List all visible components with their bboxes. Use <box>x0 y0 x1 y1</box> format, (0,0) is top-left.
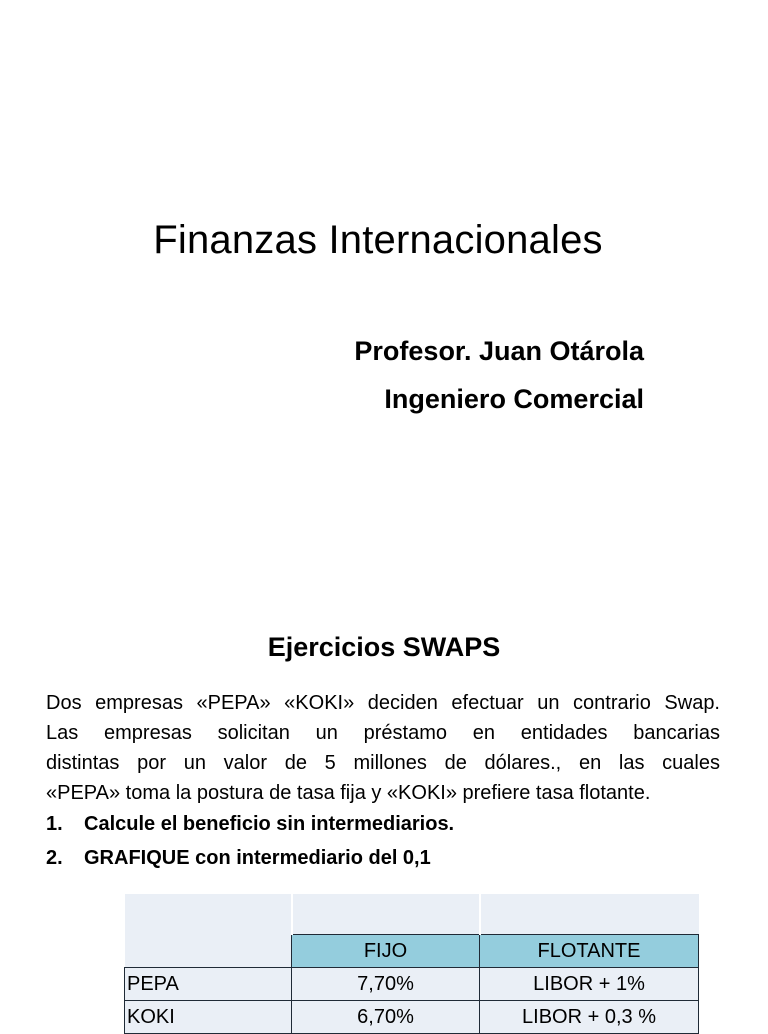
task-text: Calcule el beneficio sin intermediarios. <box>84 813 455 835</box>
paragraph-line: «PEPA» toma la postura de tasa fija y «KOKI» prefiere tasa flotante. <box>46 782 651 804</box>
task-item <box>46 813 454 836</box>
fixed-rate-cell: 7,70% <box>292 968 480 1001</box>
swap-rate-table <box>124 894 699 1034</box>
task-item <box>46 847 431 870</box>
table-header-cell <box>125 935 292 968</box>
task-number: 1. <box>46 813 63 835</box>
table-cell <box>292 894 480 935</box>
company-name-cell: PEPA <box>125 968 292 1001</box>
table-cell <box>480 894 699 935</box>
professor-profession: Ingeniero Comercial <box>384 384 644 414</box>
company-name-cell: KOKI <box>125 1001 292 1034</box>
table-cell <box>125 894 292 935</box>
slide-title: Finanzas Internacionales <box>153 218 603 262</box>
task-number: 2. <box>46 847 63 869</box>
table-row <box>125 1001 699 1034</box>
paragraph-line: Dos empresas «PEPA» «KOKI» deciden efectuar un contrario Swap. <box>46 692 720 714</box>
table-header-row <box>125 935 699 968</box>
paragraph-line: Las empresas solicitan un préstamo en entidades bancarias <box>46 722 720 744</box>
floating-rate-cell: LIBOR + 0,3 % <box>480 1001 699 1034</box>
table-row <box>125 968 699 1001</box>
task-text: GRAFIQUE con intermediario del 0,1 <box>84 847 431 869</box>
paragraph-line: distintas por un valor de 5 millones de dólares., en las cuales <box>46 752 720 774</box>
table-header-cell: FIJO <box>292 935 480 968</box>
exercise-heading: Ejercicios SWAPS <box>267 632 501 662</box>
table-row <box>125 894 699 935</box>
floating-rate-cell: LIBOR + 1% <box>480 968 699 1001</box>
exercise-paragraph <box>46 688 720 808</box>
fixed-rate-cell: 6,70% <box>292 1001 480 1034</box>
table-header-cell: FLOTANTE <box>480 935 699 968</box>
professor-name: Profesor. Juan Otárola <box>354 336 644 366</box>
